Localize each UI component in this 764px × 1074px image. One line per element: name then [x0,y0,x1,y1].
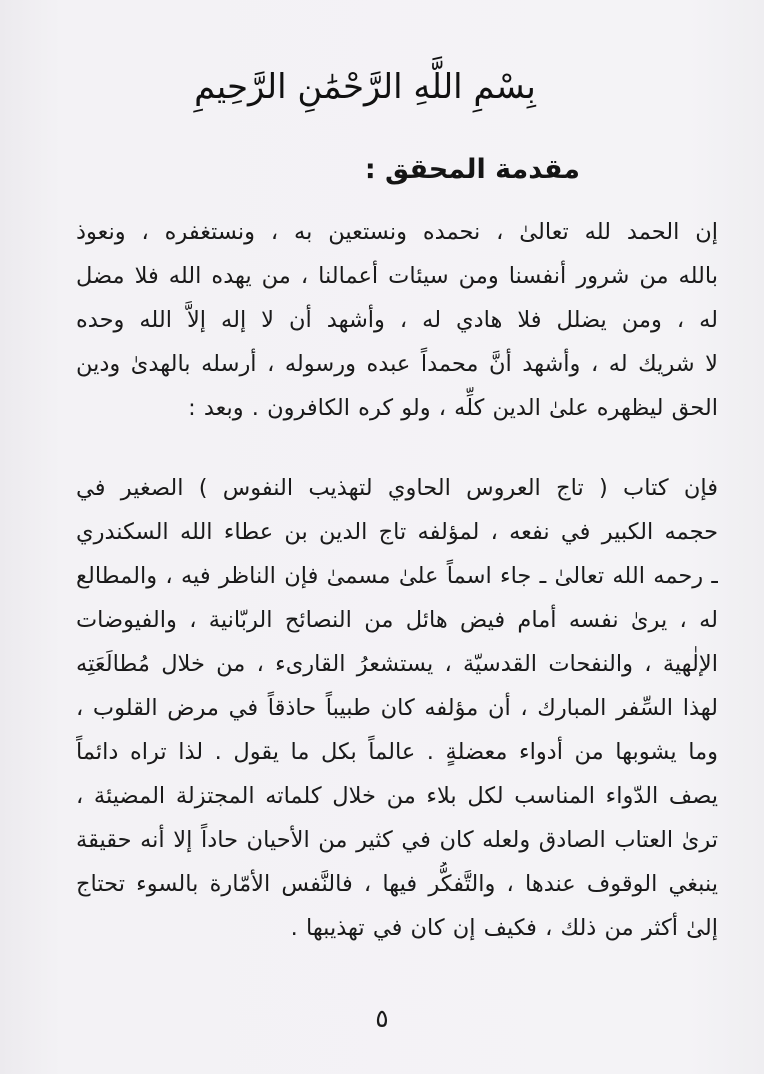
text-line: الحق ليظهره علىٰ الدين كلِّه ، ولو كره الكافرون . وبعد : [188,395,718,421]
text-line: ـ رحمه الله تعالىٰ ـ جاء اسماً علىٰ مسمىٰ فإن الناظر فيه ، والمطالع [76,563,718,589]
text-line: إن الحمد لله تعالىٰ ، نحمده ونستعين به ، ونستغفره ، ونعوذ [76,219,718,245]
text-line: يصف الدّواء المناسب لكل بلاء من خلال كلماته المجتزلة المضيئة ، [76,783,718,809]
basmala-heading: بِسْمِ اللَّهِ الرَّحْمَٰنِ الرَّحِيمِ [194,67,536,107]
text-line: فإن كتاب ( تاج العروس الحاوي لتهذيب النفوس ) الصغير في [76,475,718,501]
text-line: الإلٰهية ، والنفحات القدسيّة ، يستشعرُ القارىء ، من خلال مُطالَعَتِه [76,651,718,677]
text-line: ترىٰ العتاب الصادق ولعله كان في كثير من الأحيان حاداً إلا أنه حقيقة [76,827,718,853]
text-line: لهذا السِّفر المبارك ، أن مؤلفه كان طبيباً حاذقاً في مرض القلوب ، [76,695,718,721]
text-line: له ، ومن يضلل فلا هادي له ، وأشهد أن لا إله إلاَّ الله وحده [76,307,718,333]
page-number: ٥ [375,1004,389,1033]
paragraph-book-description [76,466,718,950]
text-line: وما يشوبها من أدواء معضلةٍ . عالماً بكل ما يقول . لذا تراه دائماً [76,739,718,765]
text-line: ينبغي الوقوف عندها ، والتَّفكُّر فيها ، فالنَّفس الأمّارة بالسوء تحتاج [76,871,718,897]
text-line: إلىٰ أكثر من ذلك ، فكيف إن كان في تهذيبها . [290,915,718,941]
text-line: حجمه الكبير في نفعه ، لمؤلفه تاج الدين بن عطاء الله السكندري [76,519,718,545]
paragraph-intro [76,210,718,430]
text-line: لا شريك له ، وأشهد أنَّ محمداً عبده ورسوله ، أرسله بالهدىٰ ودين [76,351,718,377]
section-heading: مقدمة المحقق : [364,154,580,185]
text-line: له ، يرىٰ نفسه أمام فيض هائل من النصائح الربّانية ، والفيوضات [76,607,718,633]
text-line: بالله من شرور أنفسنا ومن سيئات أعمالنا ، من يهده الله فلا مضل [76,263,718,289]
